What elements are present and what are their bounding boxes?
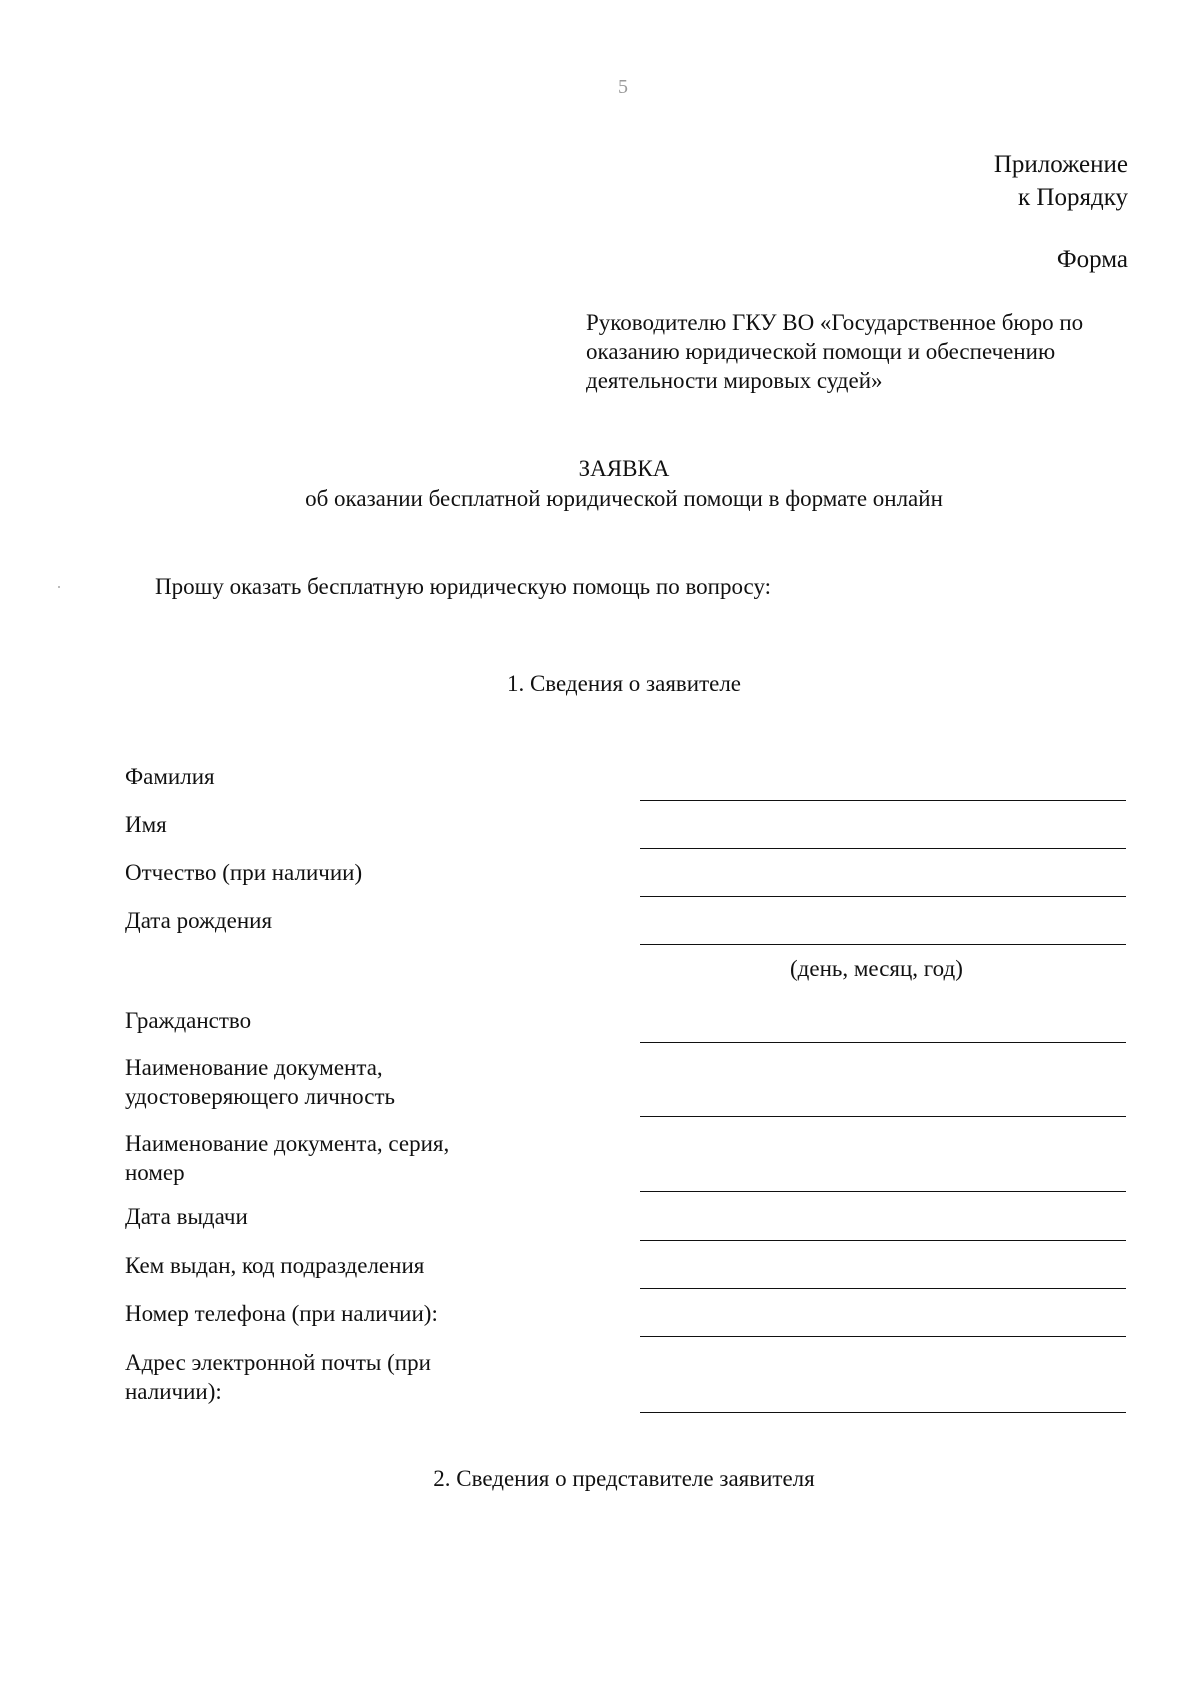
field-label-issue-date: Дата выдачи [125,1204,248,1229]
field-line-issued-by[interactable] [640,1288,1126,1289]
field-line-identity-document[interactable] [640,1116,1126,1117]
field-label-identity-document: Наименование документа, удостоверяющего личность [125,1055,395,1109]
form-label: Форма [1056,246,1128,273]
field-line-first-name[interactable] [640,848,1126,849]
field-line-issue-date[interactable] [640,1240,1126,1241]
appendix-line-2: к Порядку [1018,184,1128,211]
field-label-phone: Номер телефона (при наличии): [125,1301,438,1326]
field-label-email: Адрес электронной почты (при наличии): [125,1350,431,1404]
field-line-citizenship[interactable] [640,1042,1126,1043]
field-label-citizenship: Гражданство [125,1008,252,1033]
request-text: Прошу оказать бесплатную юридическую помощь по вопросу: [155,574,772,599]
field-line-birth-date[interactable] [640,944,1126,945]
field-label-document-series-number: Наименование документа, серия, номер [125,1131,450,1185]
field-line-document-series-number[interactable] [640,1191,1126,1192]
appendix-reference [994,148,1128,214]
field-line-email[interactable] [640,1412,1126,1413]
field-line-phone[interactable] [640,1336,1126,1337]
addressee-block: Руководителю ГКУ ВО «Государственное бюро по оказанию юридической помощи и обеспечению деятельности мировых судей» [586,310,1084,393]
field-label-first-name: Имя [125,812,167,837]
field-line-surname[interactable] [640,800,1126,801]
document-subtitle: об оказании бесплатной юридической помощи в формате онлайн [305,486,943,511]
field-label-patronymic: Отчество (при наличии) [125,860,363,885]
margin-dot [58,586,60,588]
appendix-line-1: Приложение [993,151,1128,178]
field-label-surname: Фамилия [125,764,215,789]
section-2-title: 2. Сведения о представителе заявителя [433,1466,815,1491]
document-title: ЗАЯВКА [578,456,670,481]
section-1-title: 1. Сведения о заявителе [506,671,742,696]
birth-date-hint: (день, месяц, год) [790,956,963,981]
field-label-issued-by: Кем выдан, код подразделения [125,1253,425,1278]
field-label-birth-date: Дата рождения [125,908,273,933]
field-line-patronymic[interactable] [640,896,1126,897]
page-number: 5 [618,76,628,98]
